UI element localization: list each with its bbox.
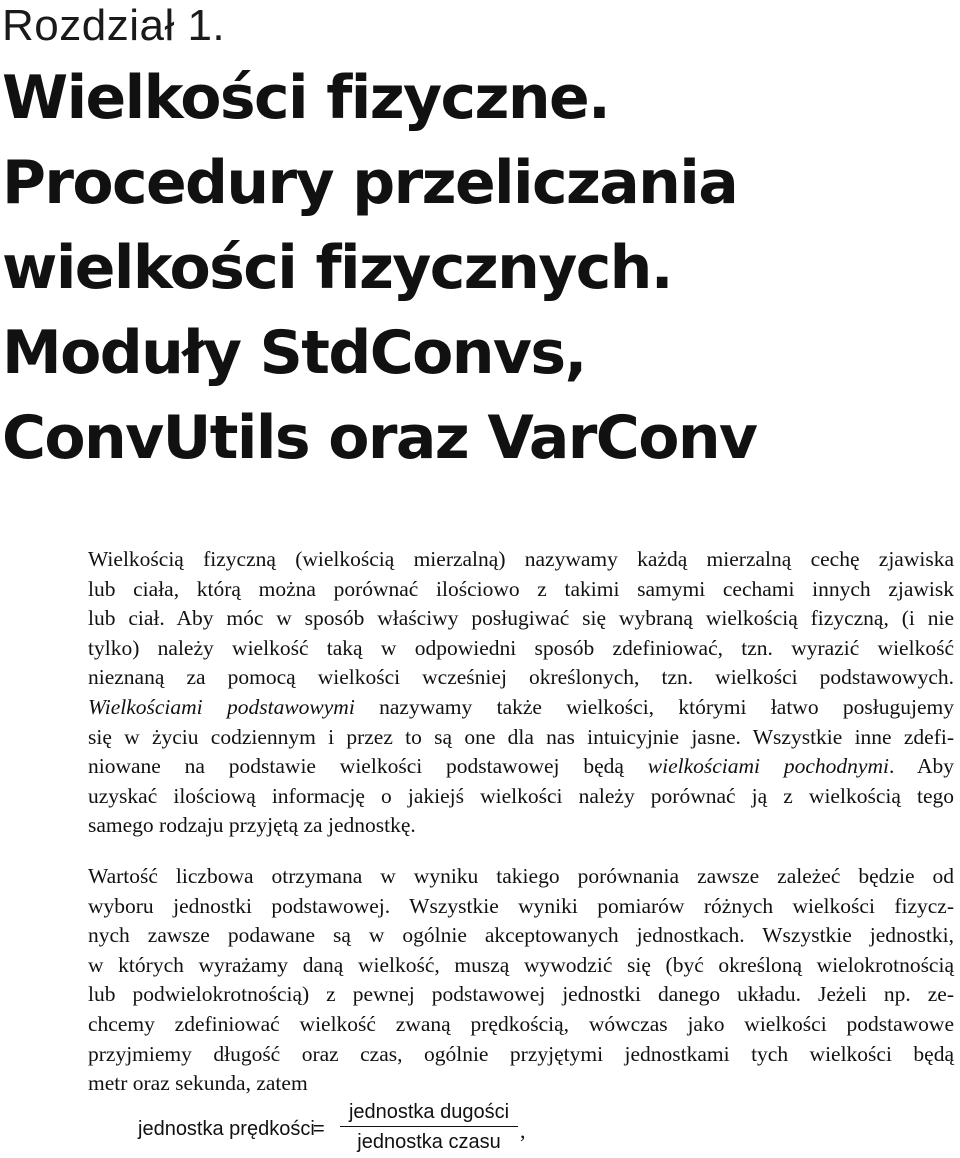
chapter-title-line: Wielkości fizyczne. [2, 63, 610, 133]
paragraph-line: uzyskać ilościową informację o jakiejś wielkości należy porównać ją z wielkością tego [88, 783, 954, 808]
chapter-title [2, 56, 952, 481]
paragraph-line: lub ciał. Aby móc w sposób właściwy posługiwać się wybraną wielkością fizyczną, (i nie [88, 606, 954, 631]
formula-lhs: jednostka prędkości [138, 1118, 315, 1140]
velocity-unit-formula [138, 1100, 558, 1156]
paragraph-line: lub podwielokrotnością) z pewnej podstawowej jednostki danego układu. Jeżeli np. ze- [88, 982, 954, 1007]
formula-denominator: jednostka czasu [357, 1131, 501, 1153]
paragraph-line: w których wyrażamy daną wielkość, muszą wywodzić się (być określoną wielokrotnością [88, 952, 954, 977]
paragraph-line-text: nazywamy także wielkości, którymi łatwo posługujemy [354, 694, 954, 719]
paragraph-line: nych zawsze podawane są w ogólnie akceptowanych jednostkach. Wszystkie jednostki, [88, 923, 954, 948]
paragraph-line: Wartość liczbowa otrzymana w wyniku takiego porównania zawsze zależeć będzie od [88, 864, 954, 888]
paragraph-line: nieznaną za pomocą wielkości wcześniej określonych, tzn. wielkości podstawowych. [88, 665, 954, 690]
italic-term: Wielkościami podstawowymi [88, 694, 355, 719]
paragraph-line: metr oraz sekunda, zatem [88, 1071, 308, 1096]
paragraph-line: lub ciała, którą można porównać ilościowo z takimi samymi cechami innych zjawisk [88, 576, 954, 601]
italic-term: wielkościami pochodnymi [647, 754, 889, 779]
chapter-title-line: ConvUtils oraz VarConv [2, 403, 757, 473]
paragraph-definition [88, 545, 954, 841]
paragraph-line: samego rodzaju przyjętą za jednostkę. [88, 813, 416, 838]
formula-fraction [340, 1100, 518, 1154]
paragraph-line: chcemy zdefiniować wielkość zwaną prędkością, wówczas jako wielkości podstawowe [88, 1011, 954, 1036]
paragraph-line: się w życiu codziennym i przez to są one dla nas intuicyjnie jasne. Wszystkie inne zdefi- [88, 724, 954, 749]
fraction-bar [340, 1126, 518, 1127]
paragraph-line: Wielkością fizyczną (wielkością mierzalną) nazywamy każdą mierzalną cechę zjawiska [88, 547, 954, 571]
formula-numerator: jednostka dugości [348, 1101, 510, 1123]
paragraph-units [88, 862, 954, 1099]
paragraph-line-text: niowane na podstawie wielkości podstawowej będą [88, 754, 648, 779]
chapter-title-line: wielkości fizycznych. [2, 233, 672, 303]
paragraph-line: przyjmiemy długość oraz czas, ogólnie przyjętymi jednostkami tych wielkości będą [88, 1041, 954, 1066]
chapter-label: Rozdział 1. [2, 1, 226, 50]
paragraph-line-text: . Aby [888, 754, 955, 779]
formula-trailing-comma: , [520, 1118, 526, 1143]
paragraph-line: tylko) należy wielkość taką w odpowiedni sposób zdefiniować, tzn. wyrazić wielkość [88, 635, 954, 660]
formula-equals-sign: = [313, 1118, 325, 1140]
paragraph-line [88, 693, 954, 723]
chapter-title-line: Moduły StdConvs, [2, 318, 586, 388]
paragraph-line: wyboru jednostki podstawowej. Wszystkie wyniki pomiarów różnych wielkości fizycz- [88, 893, 954, 918]
paragraph-line [88, 752, 954, 782]
chapter-title-line: Procedury przeliczania [2, 148, 738, 218]
